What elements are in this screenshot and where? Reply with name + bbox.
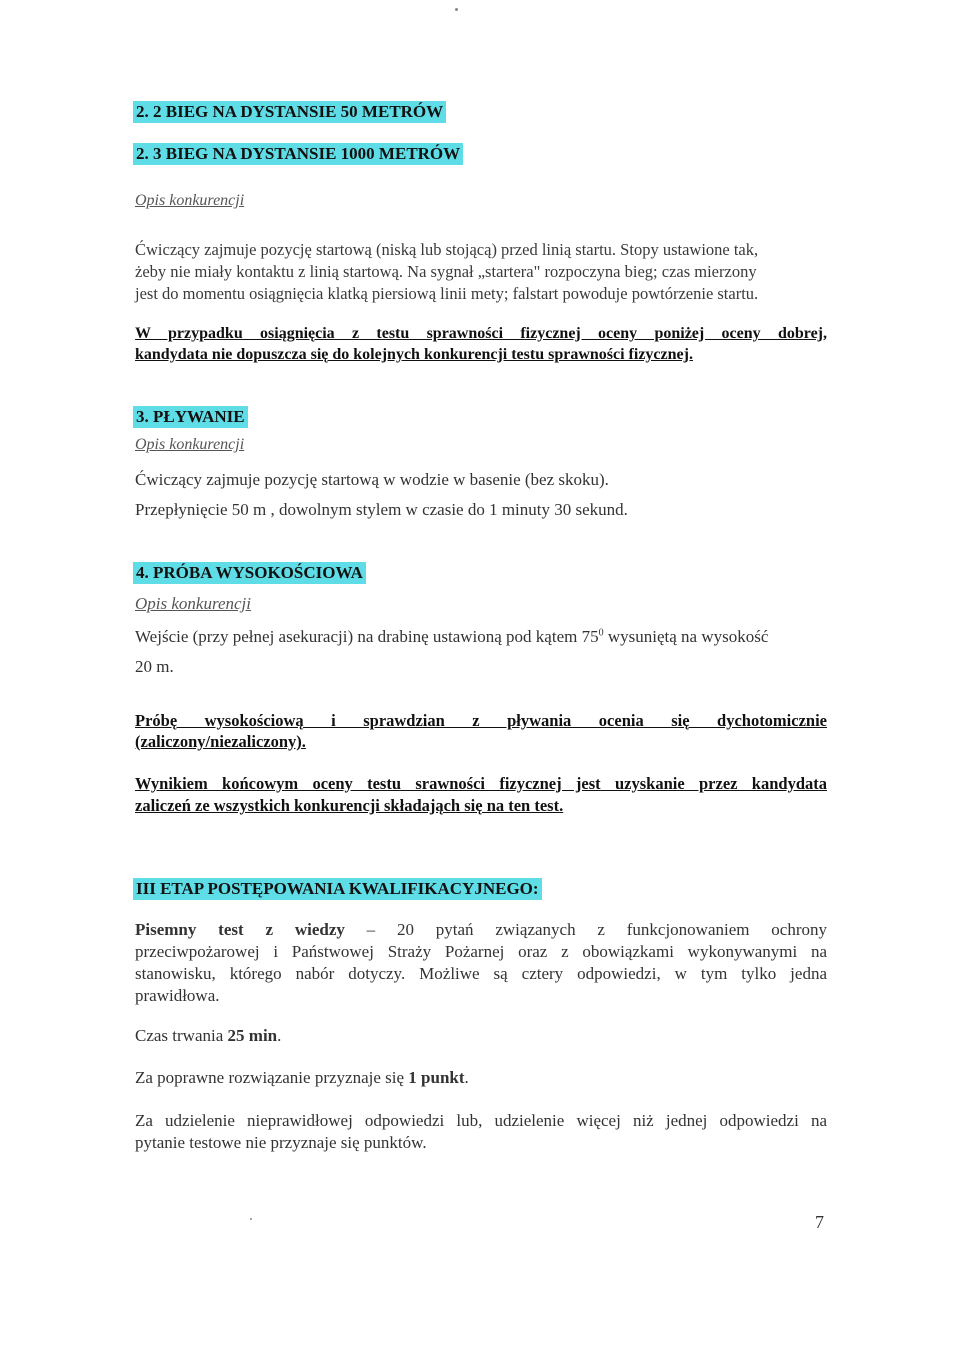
swim-description-line-1: Ćwiczący zajmuje pozycję startową w wodzie w basenie (bez skoku). <box>135 470 609 489</box>
written-test-rest: – 20 pytań związanych z funkcjonowaniem ochrony <box>344 920 827 939</box>
points-info <box>135 1068 469 1088</box>
points-post: . <box>464 1068 469 1087</box>
heading-2-2: 2. 2 BIEG NA DYSTANSIE 50 METRÓW <box>133 101 446 123</box>
test-duration <box>135 1026 281 1046</box>
run-description-line-3: jest do momentu osiągnięcia klatką piersiową linii mety; falstart powoduje powtórzenie startu. <box>135 284 759 303</box>
opis-konkurencji-label: Opis konkurencji <box>135 192 245 209</box>
page-number: 7 <box>815 1212 824 1232</box>
written-test-line-4: prawidłowa. <box>135 986 220 1005</box>
duration-pre: Czas trwania <box>135 1026 228 1045</box>
result-line-1: Wynikiem końcowym oceny testu srawności fizycznej jest uzyskanie przez kandydata <box>135 774 827 793</box>
wrong-answer-line-2: pytanie testowe nie przyznaje się punktów. <box>135 1133 427 1152</box>
wrong-answer-line-1: Za udzielenie nieprawidłowej odpowiedzi lub, udzielenie więcej niż jednej odpowiedzi na <box>135 1111 827 1130</box>
heading-4-height: 4. PRÓBA WYSOKOŚCIOWA <box>133 562 366 584</box>
evaluation-line-1: Próbę wysokościową i sprawdzian z pływania ocenia się dychotomicznie <box>135 711 827 730</box>
run-description-line-2: żeby nie miały kontaktu z linią startową. Na sygnał „startera" rozpoczyna bieg; czas mierzony <box>135 262 757 281</box>
duration-post: . <box>277 1026 282 1045</box>
height-description-line-1 <box>135 627 768 647</box>
written-test-line-3: stanowisku, którego nabór dotyczy. Możliwe są cztery odpowiedzi, w tym tylko jedna <box>135 964 827 983</box>
run-description-line-1: Ćwiczący zajmuje pozycję startową (niską lub stojącą) przed linią startu. Stopy ustawione tak, <box>135 240 759 259</box>
degree-superscript: 0 <box>598 627 604 639</box>
written-test-line-1 <box>135 920 827 940</box>
evaluation-line-2: (zaliczony/niezaliczony). <box>135 732 306 751</box>
points-value: 1 punkt <box>408 1068 465 1087</box>
written-test-bold: Pisemny test z wiedzy <box>135 920 345 939</box>
warning-line-2: kandydata nie dopuszcza się do kolejnych konkurencji testu sprawności fizycznej. <box>135 346 693 363</box>
opis-konkurencji-label: Opis konkurencji <box>135 436 245 453</box>
heading-3-swimming: 3. PŁYWANIE <box>133 406 248 428</box>
opis-konkurencji-label: Opis konkurencji <box>135 594 251 613</box>
result-line-2: zaliczeń ze wszystkich konkurencji składająch się na ten test. <box>135 796 564 815</box>
written-test-line-2: przeciwpożarowej i Państwowej Straży Pożarnej oraz z obowiązkami wykonywanymi na <box>135 942 827 961</box>
duration-value: 25 min <box>227 1026 278 1045</box>
warning-line-1: W przypadku osiągnięcia z testu sprawności fizycznej oceny poniżej oceny dobrej, <box>135 325 827 342</box>
points-pre: Za poprawne rozwiązanie przyznaje się <box>135 1068 409 1087</box>
scan-speck <box>455 8 458 11</box>
heading-iii-stage: III ETAP POSTĘPOWANIA KWALIFIKACYJNEGO: <box>133 878 542 900</box>
height-description-line-2: 20 m. <box>135 657 174 676</box>
swim-description-line-2: Przepłynięcie 50 m , dowolnym stylem w czasie do 1 minuty 30 sekund. <box>135 500 628 519</box>
height-text-a: Wejście (przy pełnej asekuracji) na drabinę ustawioną pod kątem 75 <box>135 627 599 646</box>
scan-speck <box>250 1218 252 1220</box>
heading-2-3: 2. 3 BIEG NA DYSTANSIE 1000 METRÓW <box>133 143 463 165</box>
height-text-b: wysuniętą na wysokość <box>603 627 769 646</box>
